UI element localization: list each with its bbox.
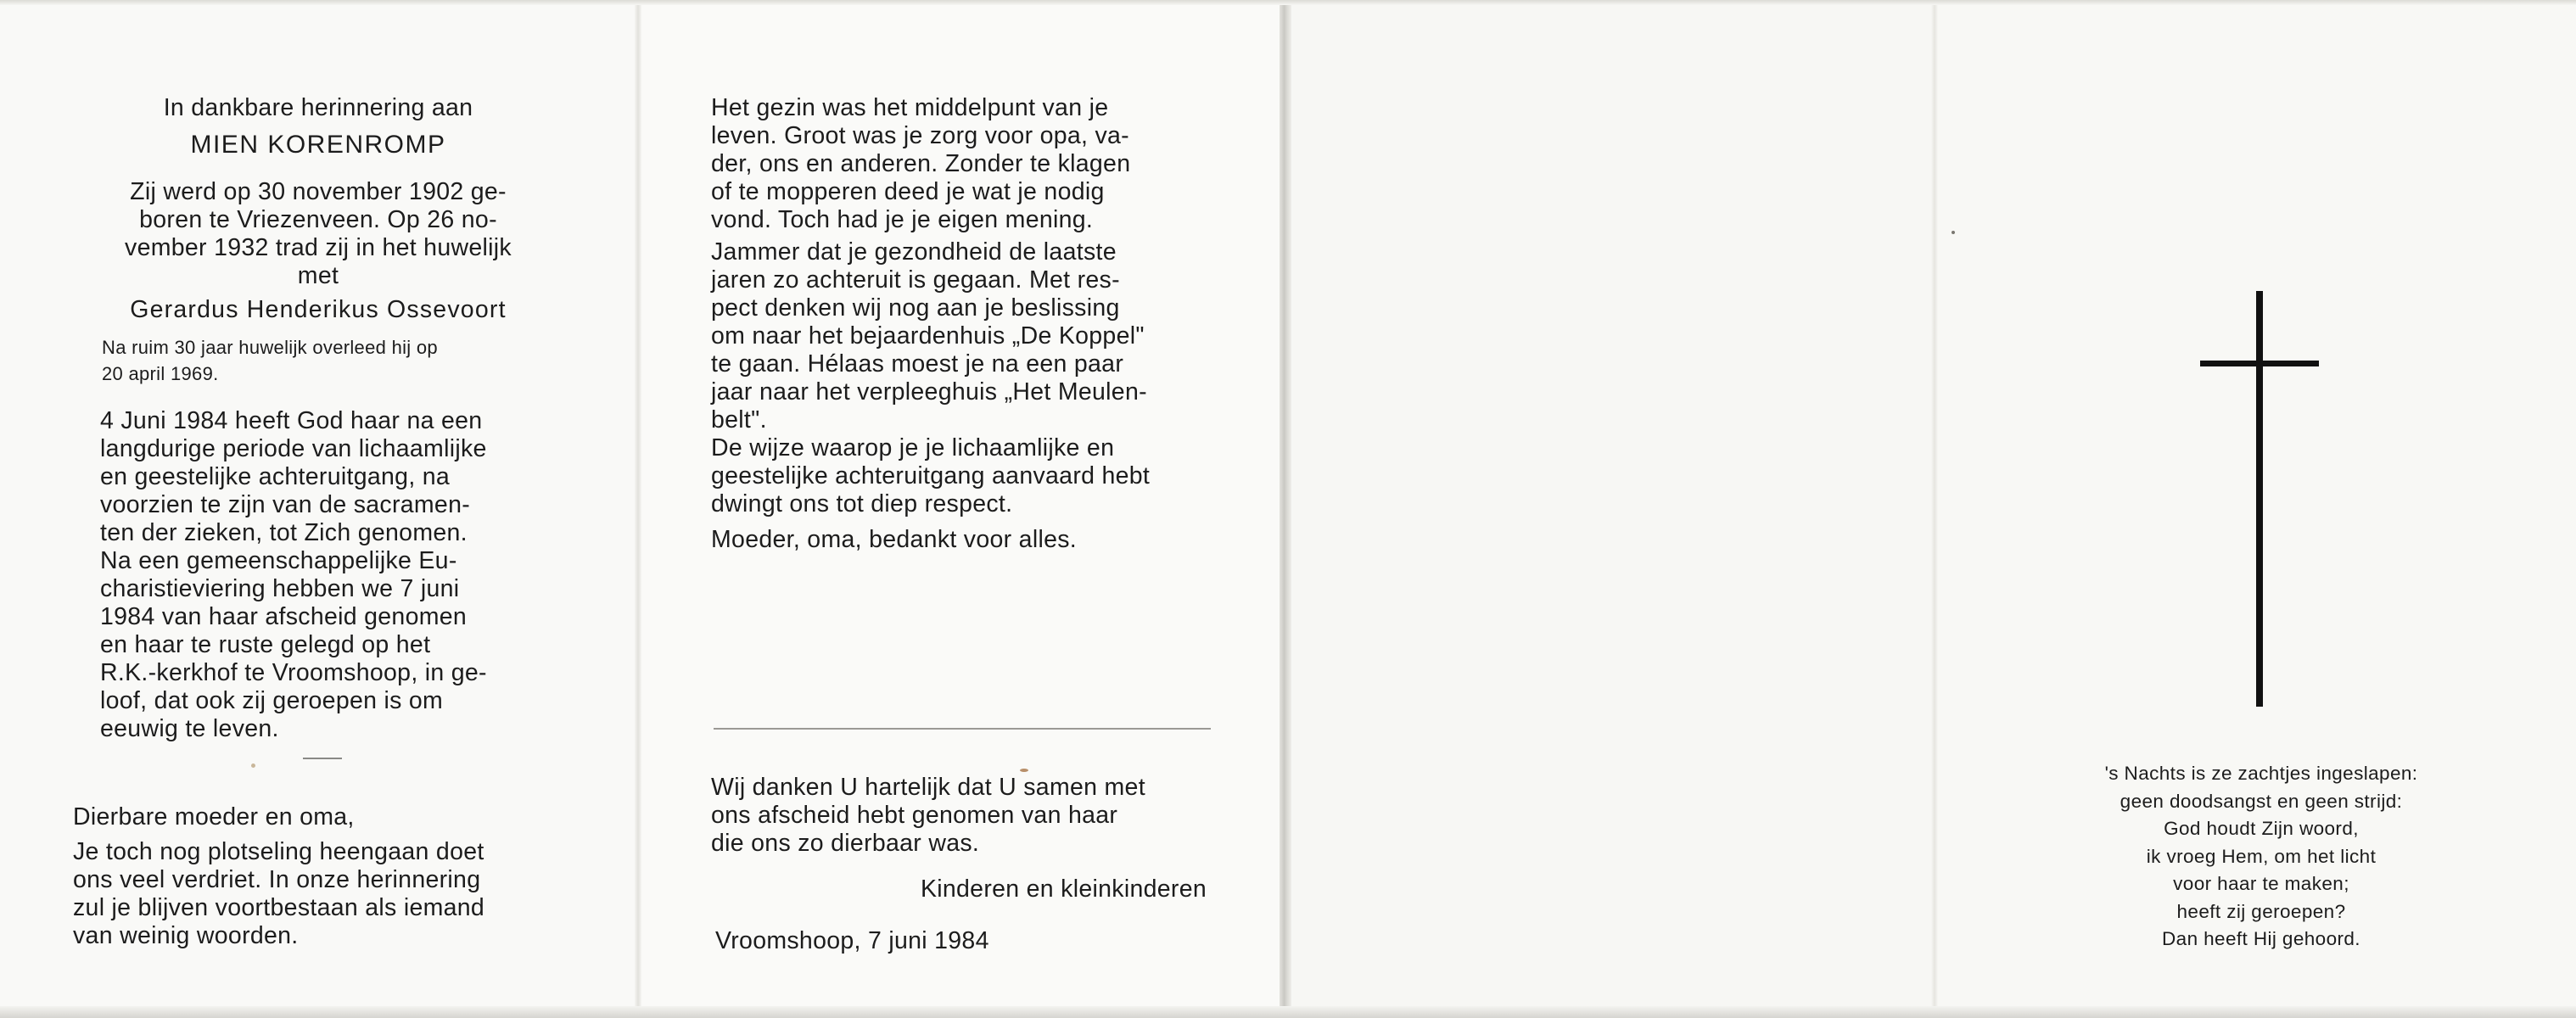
text-line: Zij werd op 30 november 1902 ge-	[130, 178, 507, 205]
text-line: boren te Vriezenveen. Op 26 no-	[139, 206, 497, 233]
poem-line: God houdt Zijn woord,	[2164, 818, 2359, 839]
text-line: die ons zo dierbaar was.	[711, 830, 980, 857]
heading-text: In dankbare herinnering aan	[163, 94, 473, 121]
cross-horizontal-bar	[2200, 361, 2319, 366]
text-line: om naar het bejaardenhuis „De Koppel"	[711, 322, 1145, 350]
respect-paragraph	[711, 434, 1212, 518]
paper-edge-top	[0, 0, 2576, 5]
text-line: en haar te ruste gelegd op het	[100, 631, 431, 658]
text-line: Jammer dat je gezondheid de laatste	[711, 238, 1117, 266]
thanks-text: Moeder, oma, bedankt voor alles.	[711, 526, 1078, 553]
signature-text: Kinderen en kleinkinderen	[920, 875, 1207, 903]
divider-short	[303, 758, 342, 759]
text-line: 1984 van haar afscheid genomen	[100, 603, 468, 630]
family-paragraph	[711, 94, 1212, 234]
farewell-text	[73, 838, 567, 950]
text-line: of te mopperen deed je wat je nodig	[711, 178, 1105, 205]
name-text: MIEN KORENROMP	[190, 131, 446, 159]
text-line: Het gezin was het middelpunt van je	[711, 94, 1109, 121]
text-line: Wij danken U hartelijk dat U samen met	[711, 774, 1145, 801]
address-line	[73, 803, 582, 831]
text-line: geestelijke achteruitgang aanvaard hebt	[711, 462, 1151, 489]
text-line: Na een gemeenschappelijke Eu-	[100, 547, 457, 574]
text-line: te gaan. Hélaas moest je na een paar	[711, 350, 1124, 378]
fold-line	[635, 0, 641, 1018]
divider-long	[714, 728, 1211, 730]
poem-line: Dan heeft Hij gehoord.	[2162, 928, 2360, 949]
place-date	[715, 927, 1211, 955]
text-line: jaren zo achteruit is gegaan. Met res-	[711, 266, 1120, 294]
text-line: belt".	[711, 406, 767, 433]
text-line: leven. Groot was je zorg voor opa, va-	[711, 122, 1129, 149]
poem-line: heeft zij geroepen?	[2176, 900, 2346, 922]
deceased-name	[93, 131, 543, 159]
poem-line: geen doodsangst en geen strijd:	[2120, 790, 2403, 812]
health-paragraph	[711, 238, 1212, 434]
spouse-text: Gerardus Henderikus Ossevoort	[130, 296, 507, 323]
paper-speck	[1020, 769, 1028, 772]
text-line: eeuwig te leven.	[100, 715, 279, 742]
poem-line: ik vroeg Hem, om het licht	[2146, 845, 2377, 867]
text-line: langdurige periode van lichaamlijke	[100, 435, 487, 462]
thanks-line	[711, 526, 1212, 554]
text-line: der, ons en anderen. Zonder te klagen	[711, 150, 1131, 177]
text-line: vond. Toch had je je eigen mening.	[711, 206, 1094, 233]
paper-speck	[251, 764, 255, 768]
text-line: De wijze waarop je je lichaamlijke en	[711, 434, 1115, 461]
text-line: pect denken wij nog aan je beslissing	[711, 294, 1120, 322]
text-line: zul je blijven voortbestaan als iemand	[73, 894, 485, 921]
signature	[711, 875, 1207, 903]
text-line: 4 Juni 1984 heeft God haar na een	[100, 407, 483, 434]
paper-edge-bottom	[0, 1006, 2576, 1018]
death-text	[100, 407, 540, 743]
text-line: jaar naar het verpleeghuis „Het Meulen-	[711, 378, 1147, 406]
cross-vertical-bar	[2256, 291, 2263, 707]
fold-line	[1931, 0, 1938, 1018]
poem	[2032, 760, 2490, 954]
heading	[93, 94, 543, 122]
poem-line: 's Nachts is ze zachtjes ingeslapen:	[2104, 763, 2418, 784]
text-line: ons veel verdriet. In onze herinnering	[73, 866, 481, 893]
acknowledgement-text	[711, 774, 1207, 858]
text-line: en geestelijke achteruitgang, na	[100, 463, 451, 490]
text-line: charistieviering hebben we 7 juni	[100, 575, 460, 602]
paper-speck	[1952, 231, 1955, 234]
text-line: loof, dat ook zij geroepen is om	[100, 687, 444, 714]
text-line: R.K.-kerkhof te Vroomshoop, in ge-	[100, 659, 487, 686]
text-line: 20 april 1969.	[102, 363, 219, 384]
center-fold	[1280, 0, 1291, 1018]
panel-blank	[1290, 0, 1935, 1018]
text-line: vember 1932 trad zij in het huwelijk	[125, 234, 512, 261]
spouse-name	[93, 296, 543, 324]
spouse-note	[102, 334, 543, 387]
text-line: ten der zieken, tot Zich genomen.	[100, 519, 468, 546]
text-line: ons afscheid hebt genomen van haar	[711, 802, 1118, 829]
place-date-text: Vroomshoop, 7 juni 1984	[715, 927, 989, 954]
text-line: Je toch nog plotseling heengaan doet	[73, 838, 484, 865]
text-line: dwingt ons tot diep respect.	[711, 490, 1013, 517]
address-text: Dierbare moeder en oma,	[73, 803, 355, 831]
poem-line: voor haar te maken;	[2173, 873, 2349, 894]
text-line: met	[297, 262, 339, 289]
birth-marriage-text	[93, 178, 543, 290]
text-line: van weinig woorden.	[73, 922, 299, 949]
text-line: Na ruim 30 jaar huwelijk overleed hij op	[102, 337, 438, 358]
text-line: voorzien te zijn van de sacramen-	[100, 491, 471, 518]
